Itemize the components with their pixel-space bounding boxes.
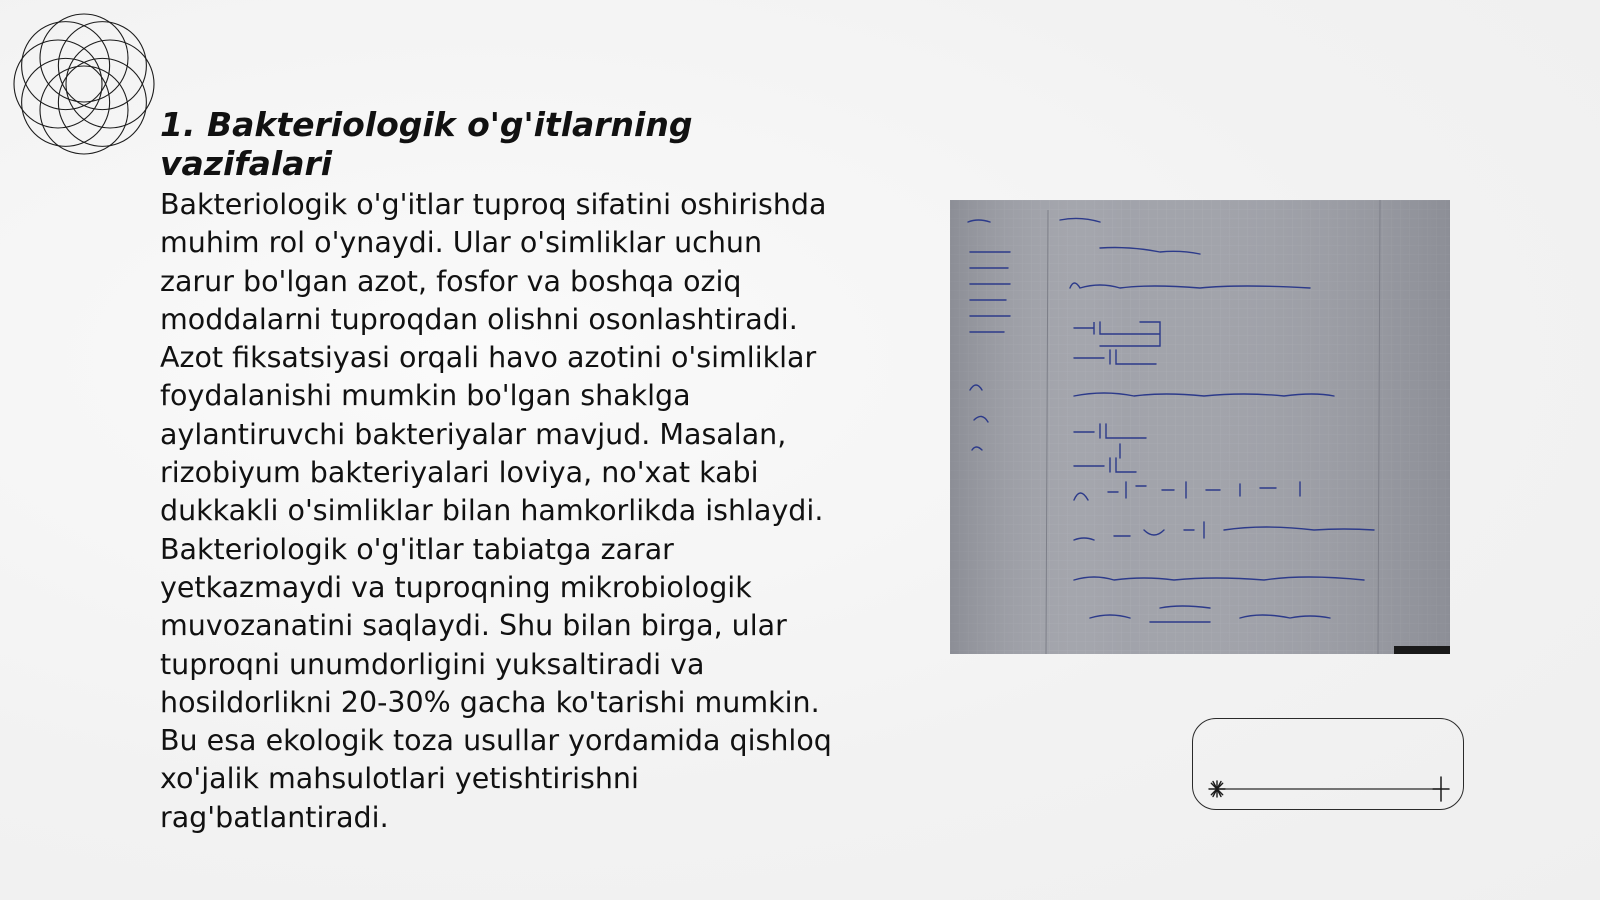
handwritten-notes-photo bbox=[950, 200, 1450, 654]
logo-ring bbox=[14, 40, 102, 128]
starburst-icon bbox=[1209, 781, 1225, 797]
logo-ring bbox=[22, 22, 110, 110]
logo-ring bbox=[40, 14, 128, 102]
logo-ring bbox=[58, 22, 146, 110]
interlaced-circles-icon bbox=[10, 10, 158, 158]
logo-ring bbox=[22, 58, 110, 146]
plus-sparkle-icon bbox=[1433, 777, 1449, 801]
notebook-page-sketch bbox=[950, 200, 1450, 654]
slide-title: 1. Bakteriologik o'g'itlarning vazifalari bbox=[160, 105, 693, 183]
decorative-line-frame bbox=[1192, 718, 1464, 810]
logo-ring bbox=[66, 40, 154, 128]
logo-ring bbox=[40, 66, 128, 154]
logo-ring bbox=[58, 58, 146, 146]
slide-body-text: Bakteriologik o'g'itlar tuproq sifatini oshirishda muhim rol o'ynaydi. Ular o'simliklar uchun zarur bo'lgan azot, fosfor va boshqa oziq moddalarni tuproqdan olishni osonlashtiradi. Azot fiksatsiyasi orqali havo azotini o'simliklar foydalanishi mumkin bo'lgan shaklga aylantiruvchi bakteriyalar mavjud. Masalan, rizobiyum bakteriyalari loviya, no'xat kabi dukkakli o'simliklar bilan hamkorlikda ishlaydi. Bakteriologik o'g'itlar tabiatga zarar yetkazmaydi va tuproqning mikrobiologik muvozanatini saqlaydi. Shu bilan birga, ular tuproqni unumdorligini yuksaltiradi va hosildorlikni 20-30% gacha ko'tarishi mumkin. Bu esa ekologik toza usullar yordamida qishloq xo'jalik mahsulotlari yetishtirishni rag'batlantiradi. bbox=[160, 188, 832, 834]
